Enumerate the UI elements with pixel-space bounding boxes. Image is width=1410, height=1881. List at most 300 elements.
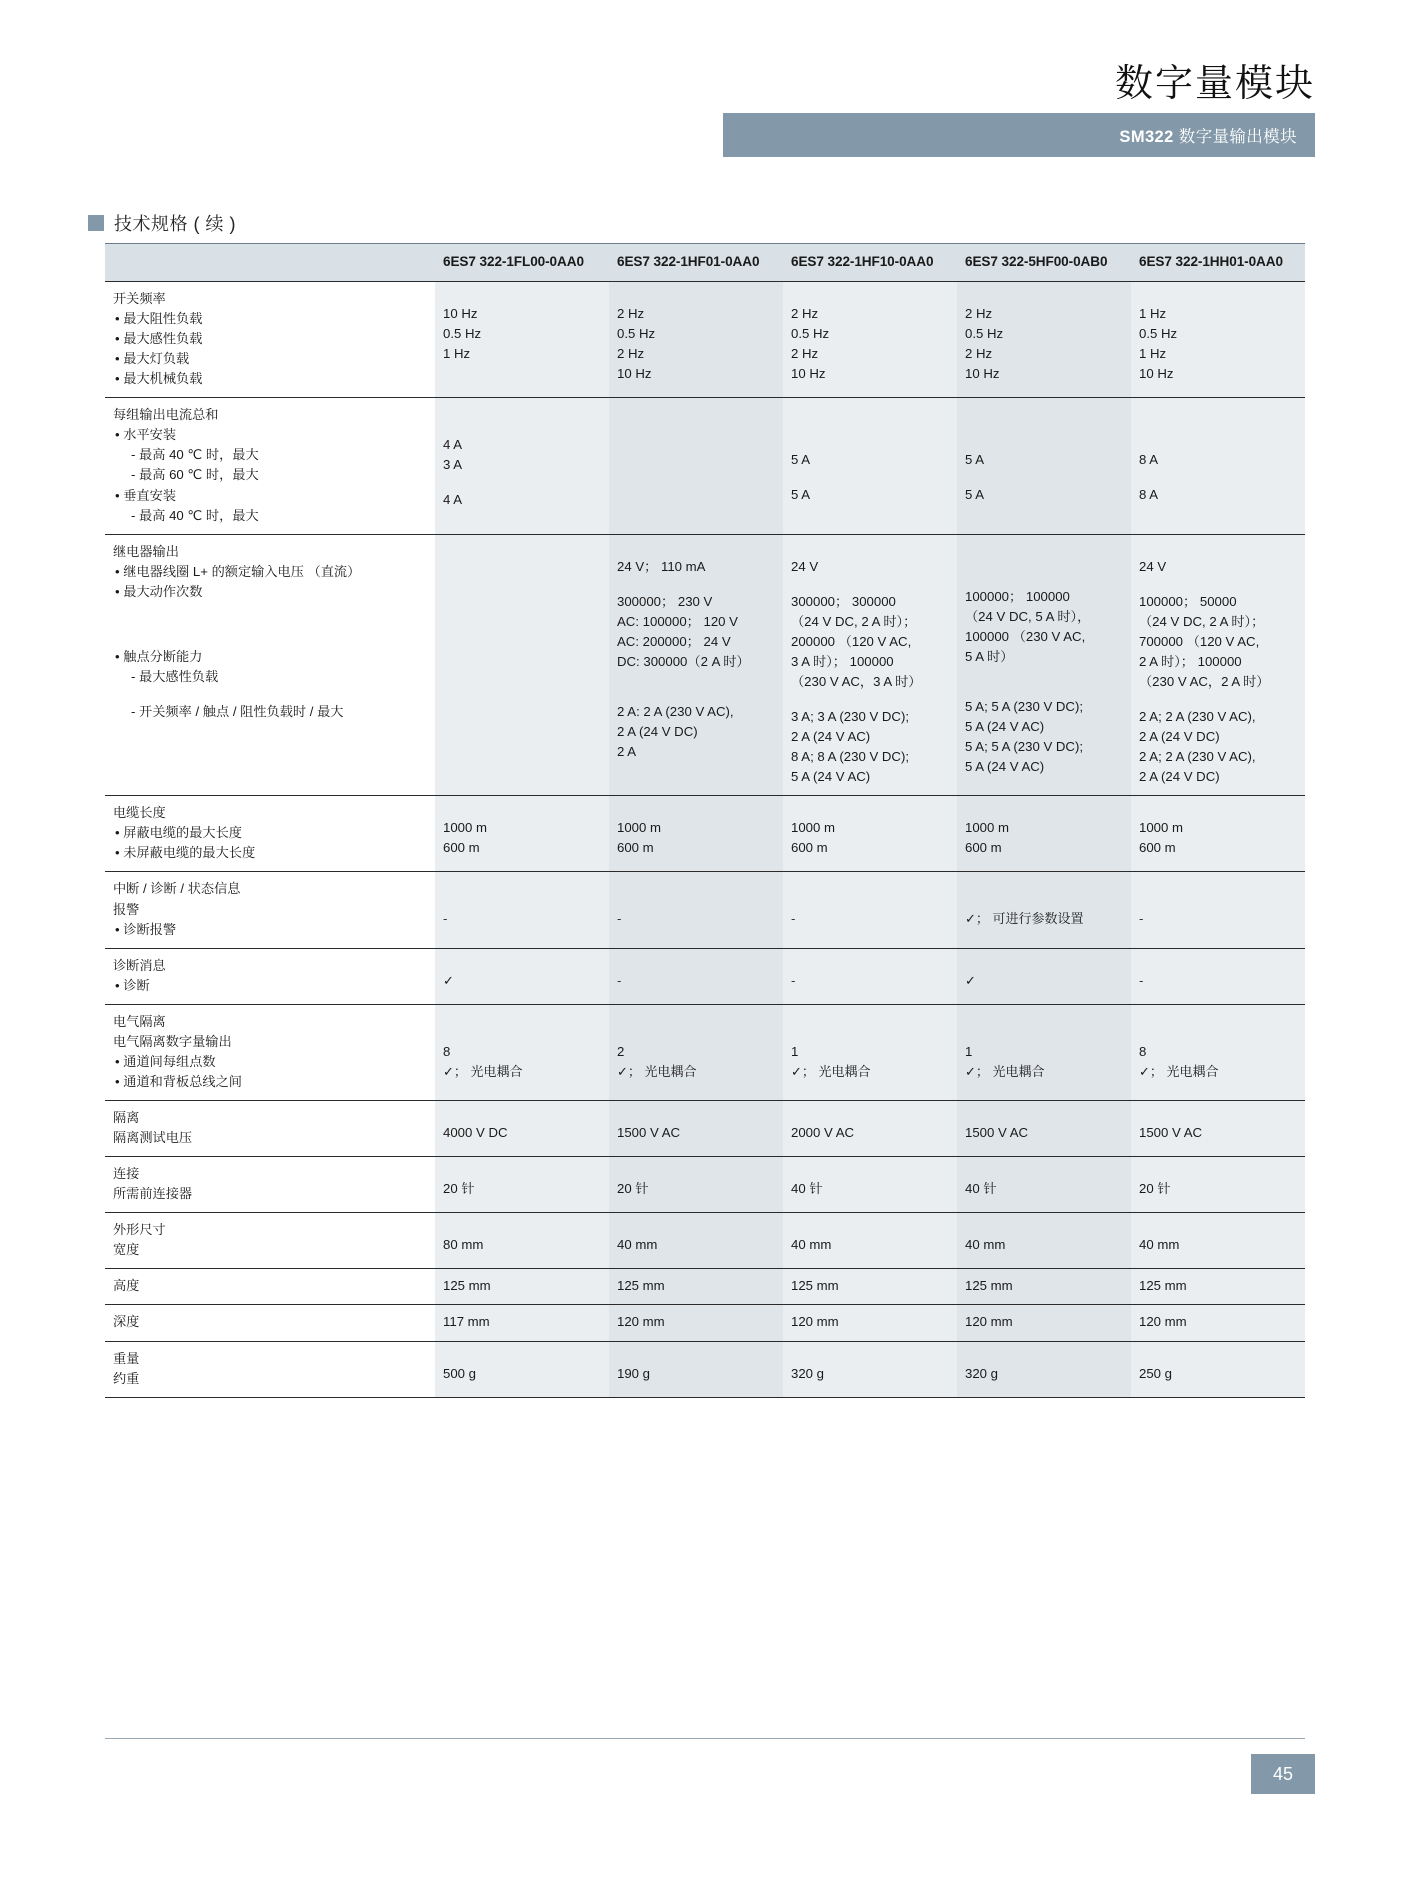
row-value [783, 281, 957, 397]
value-line: 40 mm [617, 1237, 658, 1253]
value-spacer [965, 803, 1123, 818]
value-line: （230 V AC，2 A 时） [1139, 673, 1270, 689]
value-line: 2 A (24 V AC) [791, 729, 871, 745]
row-item: 约重 [113, 1370, 140, 1386]
value-spacer [617, 687, 775, 702]
value-spacer [1139, 894, 1297, 909]
row-item: - 最大感性负载 [131, 668, 219, 684]
value-spacer [791, 879, 949, 894]
table-row [105, 872, 1305, 948]
row-label [105, 1101, 435, 1157]
value-line: - [1139, 911, 1144, 927]
row-value [609, 796, 783, 872]
value-line: 40 mm [965, 1237, 1006, 1253]
value-spacer [1139, 879, 1297, 894]
value-spacer [113, 602, 427, 617]
value-line: 700000 （120 V AC, [1139, 633, 1260, 649]
row-value [1131, 398, 1305, 534]
value-spacer [617, 542, 775, 557]
row-item: • 通道和背板总线之间 [115, 1073, 242, 1089]
row-value [435, 1157, 609, 1213]
value-line: 20 针 [617, 1181, 649, 1197]
row-item: 深度 [113, 1314, 140, 1330]
value-spacer [1139, 470, 1297, 485]
page-number: 45 [1251, 1754, 1315, 1794]
value-line: - [791, 972, 796, 988]
value-line: 117 mm [443, 1314, 490, 1330]
value-line: 1 Hz [1139, 346, 1167, 362]
row-value [1131, 1341, 1305, 1397]
table-row [105, 534, 1305, 796]
value-line: ✓； 可进行参数设置 [965, 911, 1084, 927]
value-line: 5 A [965, 487, 985, 503]
value-line: - [617, 972, 622, 988]
value-line: 500 g [443, 1365, 477, 1381]
section-marker-icon [88, 215, 104, 231]
value-line: - [443, 911, 448, 927]
row-item: • 最大灯负载 [115, 351, 190, 367]
value-line: 1000 m [617, 820, 661, 836]
value-line: 600 m [617, 840, 654, 856]
row-value [783, 1341, 957, 1397]
value-spacer [443, 1349, 601, 1364]
value-spacer [617, 1012, 775, 1027]
value-line: 320 g [965, 1365, 999, 1381]
value-line: 600 m [1139, 840, 1176, 856]
value-spacer [965, 470, 1123, 485]
row-group-title: 电缆长度 [113, 805, 166, 821]
row-value [957, 1157, 1131, 1213]
row-value [435, 796, 609, 872]
value-line: 2 Hz [617, 305, 645, 321]
value-line: 0.5 Hz [443, 326, 482, 341]
value-line: 2 A (24 V DC) [1139, 769, 1220, 785]
value-line: 5 A (24 V AC) [791, 769, 871, 785]
value-line: 5 A (24 V AC) [965, 718, 1045, 734]
banner-model: SM322 [1119, 128, 1174, 146]
value-line: 8 [1139, 1043, 1147, 1059]
row-label [105, 1269, 435, 1305]
table-row [105, 1004, 1305, 1100]
value-line: 2 Hz [617, 346, 645, 362]
row-value [609, 1157, 783, 1213]
value-spacer [617, 577, 775, 592]
value-spacer [443, 1220, 601, 1235]
module-banner [723, 113, 1315, 157]
row-value [957, 1305, 1131, 1341]
value-line: 0.5 Hz [617, 326, 656, 341]
value-spacer [1139, 405, 1297, 420]
row-value [435, 872, 609, 948]
value-line: 2000 V AC [791, 1125, 855, 1140]
row-label [105, 1305, 435, 1341]
value-line: 1 [791, 1043, 799, 1059]
value-line: 200000 （120 V AC, [791, 633, 912, 649]
row-value [1131, 948, 1305, 1004]
value-spacer [1139, 956, 1297, 971]
row-value [609, 1213, 783, 1269]
value-line: - [791, 911, 796, 927]
value-line: 8 A [1139, 452, 1159, 468]
row-label [105, 1157, 435, 1213]
value-spacer [1139, 803, 1297, 818]
row-value [1131, 281, 1305, 397]
value-spacer [965, 1164, 1123, 1179]
value-line: 120 mm [791, 1314, 839, 1330]
header-cell-order-1: 6ES7 322-1FL00-0AA0 [435, 244, 609, 282]
value-spacer [965, 435, 1123, 450]
value-line: 120 mm [965, 1314, 1013, 1330]
row-value [609, 1341, 783, 1397]
row-item: 所需前连接器 [113, 1186, 193, 1202]
value-line: 300000； 300000 [791, 593, 896, 609]
value-line: ✓； 光电耦合 [965, 1063, 1045, 1079]
row-label [105, 398, 435, 534]
value-line: 190 g [617, 1365, 651, 1381]
value-spacer [965, 557, 1123, 572]
row-value [435, 1101, 609, 1157]
value-spacer [791, 435, 949, 450]
value-spacer [1139, 1012, 1297, 1027]
row-item: 隔离测试电压 [113, 1130, 193, 1146]
footer-divider [105, 1738, 1305, 1739]
value-spacer [443, 956, 601, 971]
value-spacer [965, 405, 1123, 420]
value-line: 10 Hz [791, 366, 826, 382]
row-item: 电气隔离数字量输出 [113, 1033, 232, 1049]
value-spacer [443, 879, 601, 894]
value-spacer [1139, 692, 1297, 707]
value-spacer [965, 420, 1123, 435]
value-spacer [113, 617, 427, 632]
value-line: 3 A; 3 A (230 V DC); [791, 709, 910, 724]
value-spacer [1139, 542, 1297, 557]
value-spacer [617, 1164, 775, 1179]
value-line: 5 A 时） [965, 648, 1014, 664]
value-line: 40 mm [1139, 1237, 1180, 1253]
value-spacer [965, 1027, 1123, 1042]
value-line: 4 A [443, 492, 463, 508]
value-line: 5 A [791, 452, 811, 468]
row-value [957, 948, 1131, 1004]
value-spacer [791, 894, 949, 909]
value-line: ✓； 光电耦合 [617, 1063, 697, 1079]
value-line: 4000 V DC [443, 1125, 508, 1140]
value-spacer [617, 672, 775, 687]
row-item: - 最高 40 ℃ 时，最大 [131, 507, 259, 523]
row-item: - 开关频率 / 触点 / 阻性负载时 / 最大 [131, 703, 344, 719]
row-value [957, 398, 1131, 534]
row-value [609, 281, 783, 397]
row-value [957, 872, 1131, 948]
row-value [783, 1269, 957, 1305]
value-spacer [617, 289, 775, 304]
value-spacer [1139, 420, 1297, 435]
value-line: 2 Hz [791, 305, 819, 321]
value-line: 10 Hz [443, 305, 478, 321]
row-value [435, 281, 609, 397]
value-spacer [443, 1164, 601, 1179]
section-title: 技术规格 ( 续 ) [114, 214, 236, 234]
value-line: 250 g [1139, 1365, 1173, 1381]
row-group-title: 诊断消息 [113, 957, 166, 973]
value-line: 0.5 Hz [965, 326, 1004, 341]
spec-table-container [105, 243, 1305, 1398]
spec-table [105, 243, 1305, 1398]
row-group-title: 开关频率 [113, 290, 166, 306]
row-item: • 继电器线圈 L+ 的额定输入电压 （直流） [115, 563, 361, 579]
row-value [957, 796, 1131, 872]
value-line: 2 A: 2 A (230 V AC), [617, 703, 734, 719]
value-spacer [617, 894, 775, 909]
row-value [1131, 534, 1305, 796]
value-line: - [617, 911, 622, 927]
value-spacer [965, 682, 1123, 697]
value-spacer [965, 1220, 1123, 1235]
value-spacer [791, 542, 949, 557]
value-line: 80 mm [443, 1237, 484, 1253]
header-cell-order-2: 6ES7 322-1HF01-0AA0 [609, 244, 783, 282]
row-value [1131, 1213, 1305, 1269]
value-line: ✓； 光电耦合 [791, 1063, 871, 1079]
row-value [1131, 1269, 1305, 1305]
value-line: ✓； 光电耦合 [1139, 1063, 1219, 1079]
row-value [1131, 872, 1305, 948]
row-group-title: 每组输出电流总和 [113, 407, 219, 423]
value-line: 3 A 时）； 100000 [791, 653, 894, 669]
row-value [783, 398, 957, 534]
row-value [609, 398, 783, 534]
value-spacer [617, 1027, 775, 1042]
value-line: 2 Hz [791, 346, 819, 362]
value-line: ✓ [443, 972, 454, 988]
value-line: 8 [443, 1043, 451, 1059]
row-item: • 触点分断能力 [115, 648, 203, 664]
value-spacer [965, 894, 1123, 909]
value-spacer [1139, 1108, 1297, 1123]
row-value [783, 1157, 957, 1213]
section-heading [88, 210, 236, 236]
value-spacer [791, 1012, 949, 1027]
row-group-title: 电气隔离 [113, 1013, 166, 1029]
value-spacer [791, 692, 949, 707]
value-line: 4 A [443, 437, 463, 453]
banner-subtitle: 数字量输出模块 [1178, 128, 1297, 146]
value-line: 10 Hz [617, 366, 652, 382]
header-cell-label [105, 244, 435, 282]
value-spacer [965, 1349, 1123, 1364]
row-value [609, 872, 783, 948]
value-spacer [443, 475, 601, 490]
row-value [1131, 1101, 1305, 1157]
row-value [957, 534, 1131, 796]
value-spacer [1139, 1349, 1297, 1364]
value-spacer [791, 289, 949, 304]
row-value [435, 1213, 609, 1269]
value-spacer [113, 687, 427, 702]
value-spacer [965, 289, 1123, 304]
value-spacer [113, 632, 427, 647]
value-spacer [965, 879, 1123, 894]
row-label [105, 948, 435, 1004]
row-value [435, 1341, 609, 1397]
row-value [957, 1004, 1131, 1100]
row-label [105, 1341, 435, 1397]
value-line: 1 Hz [443, 346, 471, 362]
value-line: 125 mm [443, 1278, 491, 1294]
row-item: • 诊断报警 [115, 921, 177, 937]
value-line: 0.5 Hz [791, 326, 830, 341]
value-line: 24 V [1139, 558, 1167, 574]
row-label [105, 872, 435, 948]
row-value [609, 948, 783, 1004]
value-line: DC: 300000（2 A 时） [617, 653, 750, 669]
table-row [105, 1157, 1305, 1213]
value-line: 100000； 50000 [1139, 593, 1237, 609]
row-item: - 最高 60 ℃ 时，最大 [131, 467, 259, 483]
value-line: 125 mm [791, 1278, 839, 1294]
value-line: （24 V DC, 2 A 时）； [791, 613, 917, 629]
value-line: 600 m [443, 840, 480, 856]
row-group-title: 隔离 [113, 1110, 140, 1125]
value-line: 0.5 Hz [1139, 326, 1178, 341]
row-value [783, 1213, 957, 1269]
page-title: 数字量模块 [1114, 61, 1315, 105]
row-value [783, 1305, 957, 1341]
row-item: • 诊断 [115, 977, 150, 993]
value-spacer [1139, 1027, 1297, 1042]
value-line: 3 A [443, 457, 463, 473]
value-line: 10 Hz [965, 366, 1000, 382]
value-spacer [965, 542, 1123, 557]
value-spacer [443, 894, 601, 909]
row-value [783, 872, 957, 948]
value-spacer [617, 1349, 775, 1364]
value-spacer [791, 1108, 949, 1123]
row-value [435, 534, 609, 796]
row-group-title: 连接 [113, 1166, 140, 1182]
value-line: 125 mm [617, 1278, 665, 1294]
value-spacer [443, 1012, 601, 1027]
table-row [105, 281, 1305, 397]
value-spacer [443, 405, 601, 420]
row-value [1131, 1157, 1305, 1213]
value-spacer [791, 803, 949, 818]
table-row [105, 948, 1305, 1004]
value-line: 2 A (24 V DC) [617, 724, 698, 739]
row-value [1131, 1305, 1305, 1341]
value-spacer [791, 470, 949, 485]
row-item: • 通道间每组点数 [115, 1053, 216, 1069]
value-spacer [1139, 577, 1297, 592]
row-value [1131, 1004, 1305, 1100]
value-line: 5 A (24 V AC) [965, 759, 1045, 775]
value-line: 8 A; 8 A (230 V DC); [791, 749, 910, 765]
value-spacer [965, 1108, 1123, 1123]
banner-text [1119, 123, 1297, 147]
value-line: ✓； 光电耦合 [443, 1063, 523, 1079]
table-row [105, 398, 1305, 534]
row-value [435, 1305, 609, 1341]
row-value [783, 534, 957, 796]
value-line: 40 mm [791, 1237, 832, 1253]
value-line: 1000 m [1139, 820, 1183, 836]
value-line: 1 Hz [1139, 305, 1167, 321]
row-label [105, 796, 435, 872]
value-line: 120 mm [617, 1314, 665, 1330]
value-line: 1 [965, 1043, 973, 1059]
value-spacer [1139, 289, 1297, 304]
value-spacer [791, 420, 949, 435]
row-label [105, 281, 435, 397]
table-row [105, 1101, 1305, 1157]
row-value [435, 398, 609, 534]
value-line: 1000 m [965, 820, 1009, 836]
row-item: • 最大阻性负载 [115, 311, 203, 326]
value-line: 300000； 230 V [617, 593, 713, 609]
value-line: 2 Hz [965, 305, 993, 321]
row-value [435, 1004, 609, 1100]
row-value [609, 534, 783, 796]
value-line: 2 A; 2 A (230 V AC), [1139, 749, 1256, 765]
value-line: 1000 m [791, 820, 835, 836]
value-line: 5 A [965, 452, 985, 468]
row-item: 报警 [113, 901, 140, 917]
row-label [105, 1004, 435, 1100]
value-line: 20 针 [1139, 1181, 1171, 1197]
table-row [105, 1305, 1305, 1341]
value-spacer [965, 572, 1123, 587]
value-line: ✓ [965, 972, 976, 988]
value-spacer [791, 1164, 949, 1179]
value-spacer [617, 1220, 775, 1235]
value-line: 2 A [617, 744, 637, 760]
row-item: 高度 [113, 1278, 140, 1294]
value-spacer [791, 577, 949, 592]
value-spacer [791, 1349, 949, 1364]
value-line: 125 mm [965, 1278, 1013, 1294]
header-cell-order-4: 6ES7 322-5HF00-0AB0 [957, 244, 1131, 282]
row-value [1131, 796, 1305, 872]
table-header [105, 244, 1305, 282]
value-spacer [617, 879, 775, 894]
row-group-title: 外形尺寸 [113, 1222, 166, 1238]
row-value [957, 1101, 1131, 1157]
value-line: 5 A [791, 487, 811, 503]
row-value [609, 1269, 783, 1305]
value-line: 10 Hz [1139, 366, 1174, 382]
value-spacer [791, 405, 949, 420]
value-spacer [1139, 1220, 1297, 1235]
row-value [957, 1269, 1131, 1305]
value-spacer [791, 1220, 949, 1235]
value-line: 600 m [965, 840, 1002, 856]
row-value [957, 1341, 1131, 1397]
value-spacer [791, 1027, 949, 1042]
value-line: 100000； 100000 [965, 588, 1070, 604]
value-line: 5 A; 5 A (230 V DC); [965, 698, 1084, 714]
row-value [609, 1004, 783, 1100]
value-line: 1000 m [443, 820, 487, 836]
row-item: • 最大机械负载 [115, 371, 203, 387]
row-item: 宽度 [113, 1242, 140, 1258]
value-line: AC: 100000； 120 V [617, 613, 738, 629]
table-row [105, 1213, 1305, 1269]
value-spacer [791, 956, 949, 971]
value-line: 20 针 [443, 1181, 475, 1197]
row-item: - 最高 40 ℃ 时，最大 [131, 447, 259, 463]
value-spacer [443, 1108, 601, 1123]
